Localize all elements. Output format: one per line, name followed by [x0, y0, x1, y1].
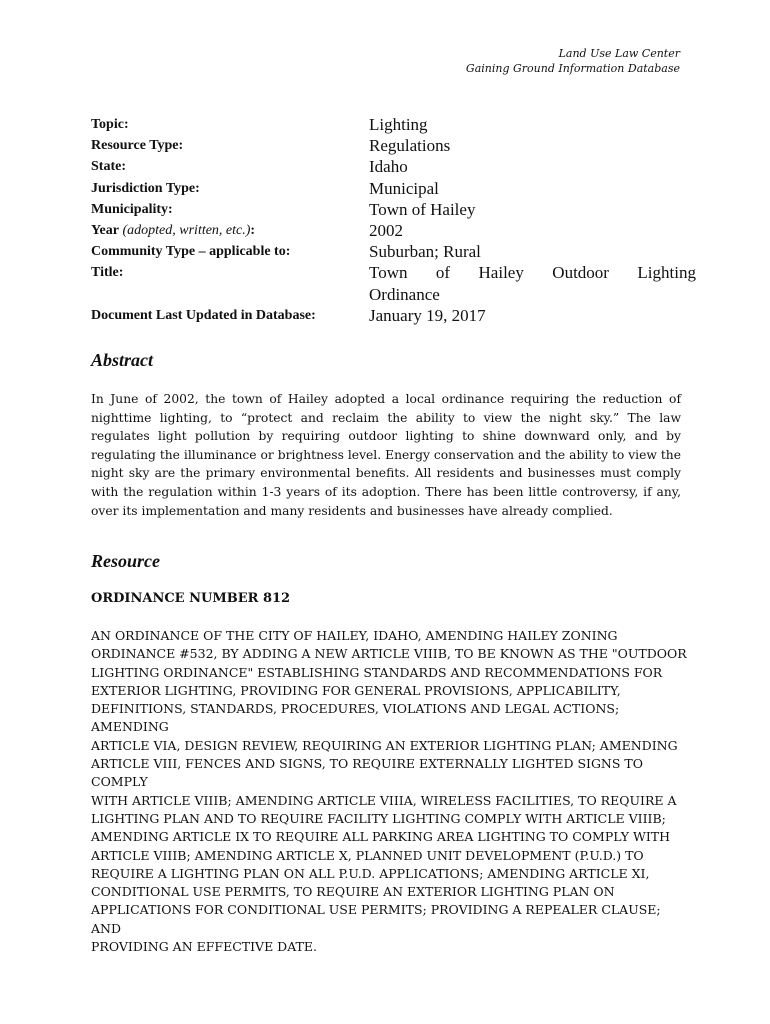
ordinance-line: EXTERIOR LIGHTING, PROVIDING FOR GENERAL PROVISIONS, APPLICABILITY, [91, 682, 621, 698]
title-value-line1 [369, 262, 696, 283]
last-updated-value: January 19, 2017 [369, 305, 486, 325]
state-value: Idaho [369, 157, 408, 177]
ordinance-line: ARTICLE VIIIB; AMENDING ARTICLE X, PLANNED UNIT DEVELOPMENT (P.U.D.) TO [91, 847, 644, 863]
jurisdiction-type-value: Municipal [369, 178, 439, 198]
title-word: of [435, 263, 451, 283]
state-label: State: [91, 159, 126, 175]
year-label [91, 220, 366, 241]
topic-label: Topic: [91, 117, 129, 132]
last-updated-label: Document Last Updated in Database: [91, 307, 316, 323]
header-organization: Land Use Law Center [558, 47, 680, 60]
resource-heading: Resource [91, 551, 160, 571]
ordinance-line: AMENDING ARTICLE IX TO REQUIRE ALL PARKING AREA LIGHTING TO COMPLY WITH [91, 829, 671, 845]
year-value: 2002 [369, 221, 403, 241]
title-word: Outdoor [552, 263, 609, 283]
ordinance-line: LIGHTING ORDINANCE" ESTABLISHING STANDARDS AND RECOMMENDATIONS FOR [91, 664, 663, 680]
title-word: Lighting [637, 263, 696, 283]
ordinance-line: PROVIDING AN EFFECTIVE DATE. [91, 939, 317, 955]
title-word: Town [369, 263, 408, 283]
ordinance-line: ORDINANCE #532, BY ADDING A NEW ARTICLE VIIIB, TO BE KNOWN AS THE "OUTDOOR [91, 646, 687, 662]
meta-row-topic [91, 114, 696, 135]
title-word: Hailey [478, 263, 524, 283]
municipality-value: Town of Hailey [369, 199, 476, 219]
year-label-colon: : [250, 223, 256, 239]
meta-row-year [91, 220, 696, 241]
header-database: Gaining Ground Information Database [465, 62, 680, 75]
jurisdiction-type-label: Jurisdiction Type: [91, 180, 200, 196]
title-label: Title: [91, 265, 124, 281]
page-header [466, 46, 680, 76]
meta-row-title [91, 262, 696, 304]
municipality-label: Municipality: [91, 201, 173, 217]
resource-type-value: Regulations [369, 136, 451, 156]
ordinance-line: ARTICLE VIA, DESIGN REVIEW, REQUIRING AN EXTERIOR LIGHTING PLAN; AMENDING [91, 737, 678, 753]
year-label-main: Year [91, 223, 119, 239]
year-label-note: (adopted, written, etc.) [119, 223, 251, 239]
meta-row-resource-type [91, 135, 696, 156]
meta-row-municipality [91, 199, 696, 220]
ordinance-line: AN ORDINANCE OF THE CITY OF HAILEY, IDAHO, AMENDING HAILEY ZONING [91, 628, 618, 643]
metadata-table [91, 114, 696, 326]
community-type-label: Community Type – applicable to: [91, 244, 291, 260]
title-value-line2: Ordinance [369, 284, 440, 304]
ordinance-line: CONDITIONAL USE PERMITS, TO REQUIRE AN EXTERIOR LIGHTING PLAN ON [91, 884, 615, 900]
ordinance-line: REQUIRE A LIGHTING PLAN ON ALL P.U.D. APPLICATIONS; AMENDING ARTICLE XI, [91, 865, 650, 881]
title-value [369, 262, 696, 304]
meta-row-state [91, 156, 696, 177]
community-type-value: Suburban; Rural [369, 242, 481, 262]
ordinance-line: DEFINITIONS, STANDARDS, PROCEDURES, VIOLATIONS AND LEGAL ACTIONS; AMENDING [91, 701, 620, 735]
resource-type-label: Resource Type: [91, 138, 184, 154]
ordinance-line: WITH ARTICLE VIIIB; AMENDING ARTICLE VIIIA, WIRELESS FACILITIES, TO REQUIRE A [91, 792, 677, 808]
abstract-heading: Abstract [91, 350, 154, 370]
meta-row-jurisdiction-type [91, 178, 696, 199]
meta-row-community-type [91, 241, 696, 262]
ordinance-line: APPLICATIONS FOR CONDITIONAL USE PERMITS; PROVIDING A REPEALER CLAUSE; AND [91, 902, 661, 936]
ordinance-number: ORDINANCE NUMBER 812 [91, 591, 291, 606]
meta-row-last-updated [91, 305, 696, 326]
ordinance-line: LIGHTING PLAN AND TO REQUIRE FACILITY LIGHTING COMPLY WITH ARTICLE VIIIB; [91, 810, 666, 826]
ordinance-line: ARTICLE VIII, FENCES AND SIGNS, TO REQUIRE EXTERNALLY LIGHTED SIGNS TO COMPLY [91, 756, 643, 790]
ordinance-text [91, 627, 691, 956]
abstract-paragraph: In June of 2002, the town of Hailey adopted a local ordinance requiring the reduction of nighttime lighting, to “protect and reclaim the ability to view the night sky.” The law regulates light pollution by requiring outdoor lighting to shine downward only, and by regulating the illuminance or brightness level. Energy conservation and the ability to view the night sky are the primary environmental benefits. All residents and businesses must comply with the regulation within 1-3 years of its adoption. There has been little controversy, if any, over its implementation and many residents and businesses have already complied. [91, 392, 681, 518]
topic-value: Lighting [369, 115, 428, 134]
